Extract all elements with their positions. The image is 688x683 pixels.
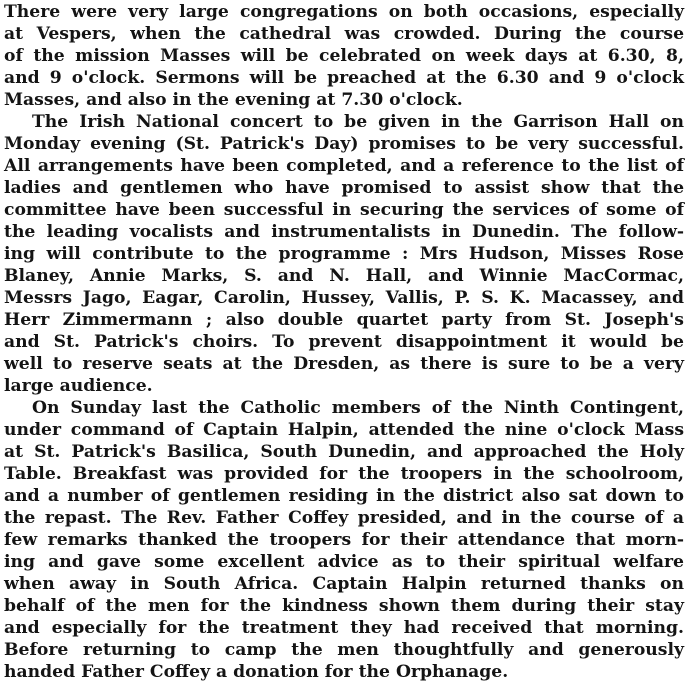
text-line: There were very large congregations on both occasions, especially [4,2,684,22]
text-line: and St. Patrick's choirs. To prevent disappointment it would be [4,332,684,352]
text-line: On Sunday last the Catholic members of the Ninth Contingent, [32,398,684,418]
text-line: well to reserve seats at the Dresden, as there is sure to be a very [4,354,684,374]
text-line: Messrs Jago, Eagar, Carolin, Hussey, Vallis, P. S. K. Macassey, and [4,288,684,308]
text-line: Masses, and also in the evening at 7.30 o'clock. [4,90,463,110]
text-line: and especially for the treatment they had received that morning. [4,618,684,638]
text-line: All arrangements have been completed, and a reference to the list of [4,156,684,176]
text-line: Monday evening (St. Patrick's Day) promises to be very successful. [4,134,684,154]
text-line: and 9 o'clock. Sermons will be preached at the 6.30 and 9 o'clock [4,68,684,88]
text-line: ladies and gentlemen who have promised to assist show that the [4,178,684,198]
paragraph-ninth-contingent [4,397,684,683]
text-line: The Irish National concert to be given in the Garrison Hall on [32,112,684,132]
text-line: at Vespers, when the cathedral was crowded. During the course [4,24,684,44]
article-column [4,1,684,683]
text-line: when away in South Africa. Captain Halpin returned thanks on [4,574,684,594]
paragraph-irish-concert [4,111,684,397]
text-line: the repast. The Rev. Father Coffey presided, and in the course of a [4,508,684,528]
text-line: behalf of the men for the kindness shown them during their stay [4,596,684,616]
text-line: of the mission Masses will be celebrated on week days at 6.30, 8, [4,46,684,66]
text-line: and a number of gentlemen residing in the district also sat down to [4,486,684,506]
text-line: committee have been successful in securing the services of some of [4,200,684,220]
text-line: large audience. [4,376,153,396]
text-line: under command of Captain Halpin, attended the nine o'clock Mass [4,420,684,440]
text-line: Blaney, Annie Marks, S. and N. Hall, and Winnie MacCormac, [4,266,684,286]
text-line: ing and gave some excellent advice as to their spiritual welfare [4,552,684,572]
text-line: Table. Breakfast was provided for the troopers in the schoolroom, [4,464,684,484]
text-line: handed Father Coffey a donation for the Orphanage. [4,662,509,682]
text-line: at St. Patrick's Basilica, South Dunedin, and approached the Holy [4,442,684,462]
text-line: Before returning to camp the men thoughtfully and generously [4,640,684,660]
text-line: Herr Zimmermann ; also double quartet party from St. Joseph's [4,310,684,330]
paragraph-mission-masses [4,1,684,111]
text-line: few remarks thanked the troopers for their attendance that morn- [4,530,684,550]
text-line: ing will contribute to the programme : Mrs Hudson, Misses Rose [4,244,684,264]
text-line: the leading vocalists and instrumentalists in Dunedin. The follow- [4,222,684,242]
